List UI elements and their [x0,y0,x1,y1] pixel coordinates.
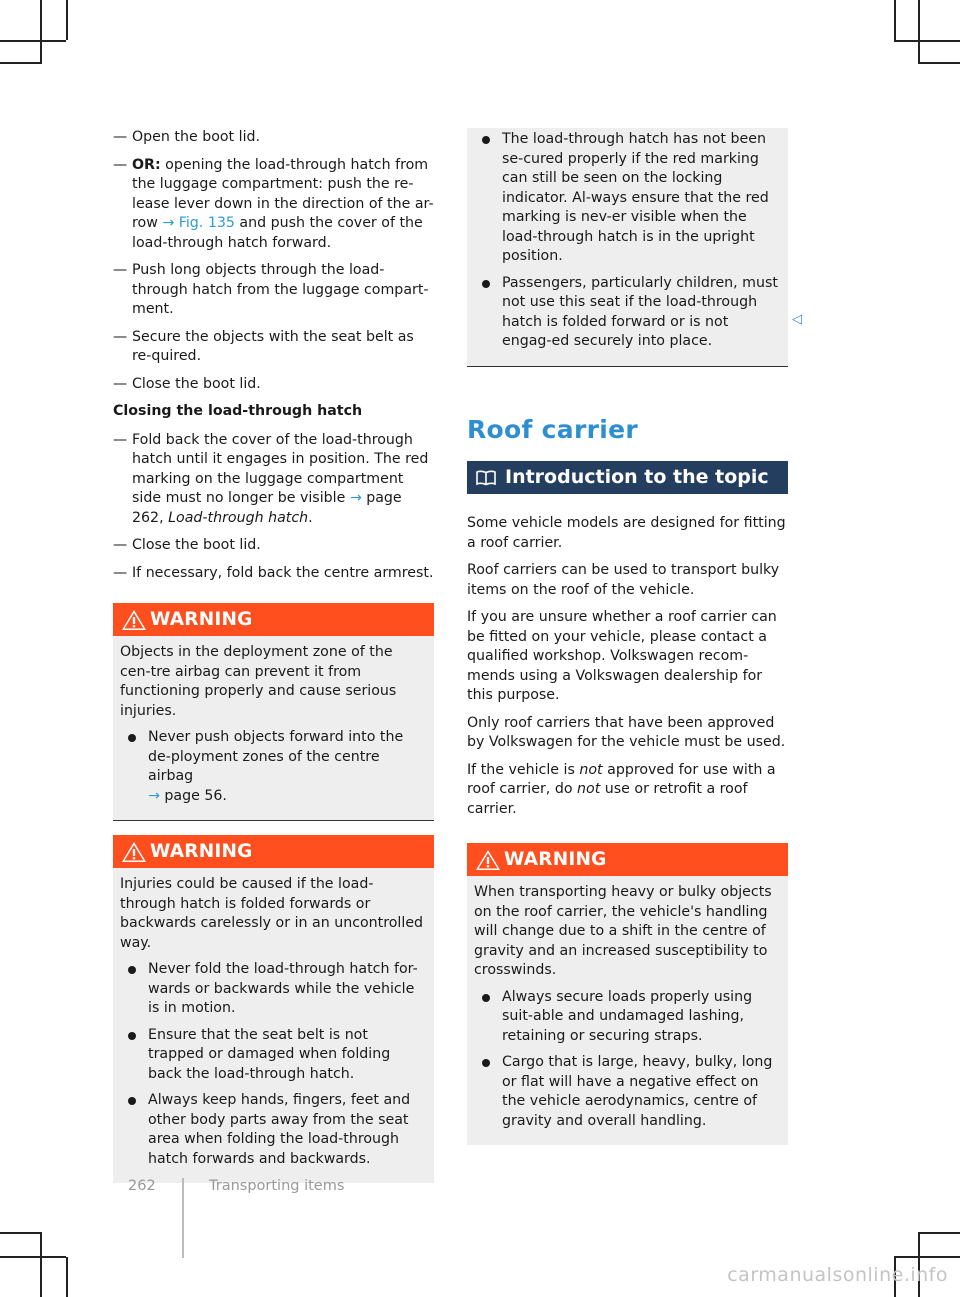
crop-mark [0,62,40,64]
step-bold-prefix: OR: [132,156,161,173]
crop-mark [0,40,66,42]
warning-bullet [474,988,781,1047]
crop-mark [918,0,920,64]
warning-header [113,835,434,868]
step-dash: — [113,375,128,392]
step-text: If necessary, fold back the centre armrest. [132,564,434,581]
step-item [113,375,434,395]
page-ref-link[interactable]: page 262, [132,490,402,526]
paragraph: Roof carriers can be used to transport bulky items on the roof of the vehicle. [467,562,780,598]
step-dash: — [113,537,128,553]
warning-body [113,636,434,820]
bullet-dot-icon [128,1097,136,1105]
step-text: Open the boot lid. [132,129,261,145]
crop-mark [894,40,960,42]
bullet-text: Never fold the load-through hatch for-wards or backwards while the vehicle is in motion. [148,961,418,1016]
bullet-dot-icon [128,734,136,742]
bullet-dot-icon [128,966,136,974]
crop-mark [894,0,896,40]
paragraph-text: approved for use with a roof carrier, do [467,761,776,797]
crop-mark [40,0,42,64]
section-title: Roof carrier [467,414,638,444]
footer-section-title: Transporting items [209,1178,345,1194]
warning-bullet [474,130,781,267]
bullet-text: Cargo that is large, heavy, bulky, long or flat will have a negative effect on the vehicle aerodynamics, centre of gravity and overall handling. [502,1054,773,1129]
step-dash: — [113,328,128,345]
warning-header [467,843,788,876]
crop-mark [0,1256,66,1258]
crop-mark [920,1232,960,1234]
step-text: Fold back the cover of the load-through hatch until it engages in position. The red marking on the luggage compartment side must no longer be visible [132,431,429,506]
step-text: and push the cover of the load-through hatch forward. [132,215,423,251]
bullet-dot-icon [482,1059,490,1067]
warning-bullet [120,728,427,806]
paragraph-text: use or retrofit a roof carrier. [467,781,748,817]
step-item [113,564,434,584]
bullet-text: Always secure loads properly using suit-able and undamaged lashing, retaining or securing straps. [502,988,753,1044]
figure-link[interactable]: Fig. 135 [178,215,235,231]
arrow-right-icon: → [148,787,160,804]
warning-title: WARNING [504,848,607,870]
warning-title: WARNING [150,840,253,862]
open-book-icon [475,469,497,487]
crop-mark [894,1256,960,1258]
warning-continuation [467,128,788,367]
bullet-text: Never push objects forward into the de-ployment zones of the centre airbag [148,729,404,784]
warning-bullet [120,1091,427,1169]
crop-mark [66,0,68,40]
emphasis-text: not [579,761,603,778]
left-column [113,128,434,1197]
warning-body [467,128,788,366]
subheading: Closing the load-through hatch [113,403,363,419]
warning-body [113,868,434,1183]
warning-bullet [474,274,781,352]
warning-box [113,835,434,1183]
step-item [113,328,434,367]
warning-bullet [474,1053,781,1131]
page-number: 262 [128,1178,156,1194]
crop-mark [66,1257,68,1297]
warning-intro: Objects in the deployment zone of the cen-tre airbag can prevent it from functioning properly and cause serious injuries. [120,644,397,719]
step-text: Push long objects through the load-through hatch from the luggage compart-ment. [132,262,429,317]
bullet-dot-icon [482,136,490,144]
bullet-dot-icon [482,280,490,288]
step-dash: — [113,431,128,448]
step-dash: — [113,156,128,173]
bullet-dot-icon [128,1032,136,1040]
step-item [113,156,434,254]
step-text: Secure the objects with the seat belt as re-quired. [132,328,414,364]
step-text: opening the load-through hatch from the luggage compartment: push the re-lease lever down in the direction of the ar-row [132,156,434,231]
warning-bullet [120,1026,427,1085]
paragraph: Some vehicle models are designed for fitting a roof carrier. [467,515,786,551]
footer-divider [182,1178,184,1258]
step-dash: — [113,262,128,278]
step-item [113,431,434,529]
step-item [113,261,434,320]
bullet-dot-icon [482,994,490,1002]
warning-box [113,603,434,821]
emphasis-text: not [577,781,601,797]
warning-box [467,843,788,1145]
paragraph [467,761,788,820]
step-item [113,128,434,148]
crop-mark [40,1232,42,1297]
step-dash: — [113,129,128,145]
arrow-right-icon: → [349,490,362,506]
end-of-section-icon: ◁ [792,312,802,327]
step-text: Close the boot lid. [132,537,261,553]
step-dash: — [113,564,128,581]
step-item [113,536,434,556]
warning-triangle-icon [121,609,147,631]
step-text: Close the boot lid. [132,375,261,392]
watermark: carmanualsonline.info [727,1264,948,1286]
step-text: . [308,509,313,526]
paragraph: If you are unsure whether a roof carrier can be fitted on your vehicle, please contact a qualified workshop. Volkswagen recom-mends using a Volkswagen dealership for this purpose. [467,609,777,703]
warning-bullet [120,960,427,1019]
warning-body [467,876,788,1145]
warning-header [113,603,434,636]
page-ref-link[interactable]: page 56. [159,787,227,804]
warning-intro: Injuries could be caused if the load-through hatch is folded forwards or backwards carelessly or in an uncontrolled way. [120,876,424,951]
paragraph: Only roof carriers that have been approved by Volkswagen for the vehicle must be used. [467,714,786,750]
bullet-text: Ensure that the seat belt is not trapped or damaged when folding back the load-through hatch. [148,1026,391,1082]
right-column [467,128,788,1159]
bullet-text: Passengers, particularly children, must not use this seat if the load-through hatch is folded forward or is not engag-ed securely into place. [502,274,778,349]
warning-intro: When transporting heavy or bulky objects on the roof carrier, the vehicle's handling will change due to a shift in the centre of gravity and an increased susceptibility to crosswinds. [474,884,772,978]
bullet-text: Always keep hands, fingers, feet and other body parts away from the seat area when folding the load-through hatch forwards and backwards. [148,1092,411,1167]
warning-title: WARNING [150,608,253,630]
ref-title: Load-through hatch [168,509,309,526]
intro-title: Introduction to the topic [505,465,769,488]
crop-mark [920,62,960,64]
warning-triangle-icon [475,849,501,871]
warning-triangle-icon [121,841,147,863]
arrow-right-icon: → [162,215,175,231]
bullet-text: The load-through hatch has not been se-cured properly if the red marking can still be seen on the locking indicator. Al-ways ensure that the red marking is nev-er visible when the load-through hatch is in the upright position. [502,131,769,264]
intro-bar [467,461,788,494]
crop-mark [0,1232,40,1234]
paragraph-text: If the vehicle is [467,761,580,778]
